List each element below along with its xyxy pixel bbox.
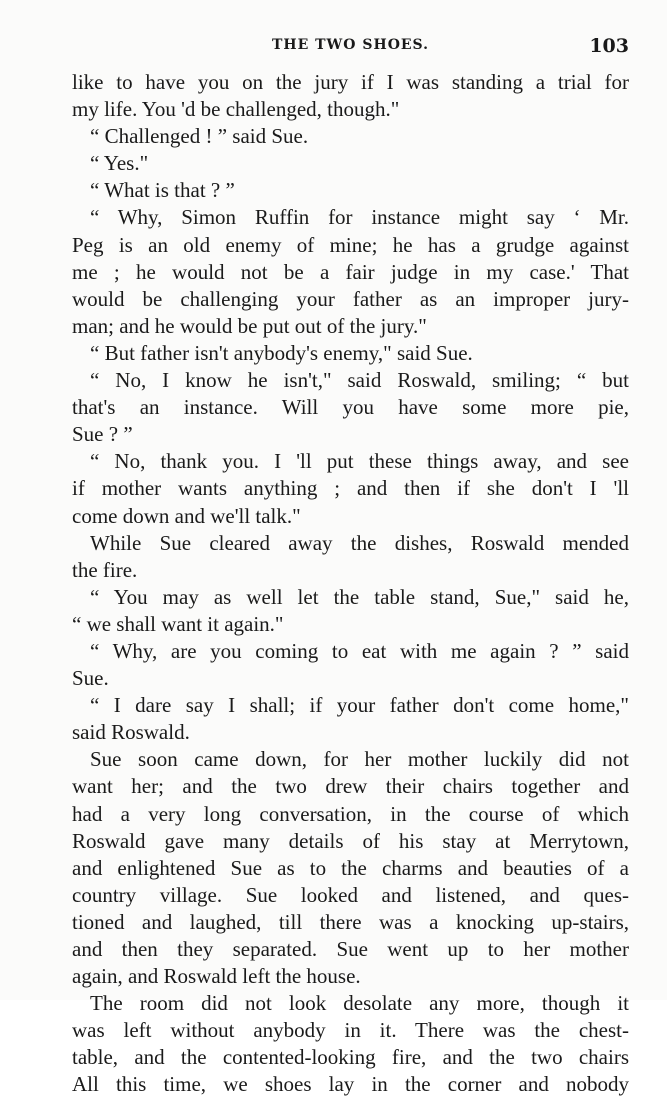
page-number: 103 bbox=[589, 35, 629, 57]
running-title: THE TWO SHOES. bbox=[271, 37, 430, 53]
text-line: come down and we'll talk." bbox=[72, 503, 301, 528]
text-line: would be challenging your father as an improper jury- bbox=[72, 286, 629, 311]
text-line: “ No, I know he isn't," said Roswald, smiling; “ but bbox=[90, 368, 629, 393]
text-line: like to have you on the jury if I was standing a trial for bbox=[72, 70, 629, 94]
text-line: Roswald gave many details of his stay at Merrytown, bbox=[72, 828, 629, 853]
text-line: Sue ? ” bbox=[72, 422, 133, 447]
text-line: “ Yes." bbox=[90, 151, 149, 176]
text-line: table, and the contented-looking fire, and the two chairs bbox=[72, 1045, 629, 1070]
text-line: “ Why, are you coming to eat with me again ? ” said bbox=[90, 638, 629, 663]
text-line: The room did not look desolate any more, though it bbox=[90, 991, 629, 1016]
text-line: again, and Roswald left the house. bbox=[72, 964, 361, 989]
text-line: and then they separated. Sue went up to her mother bbox=[72, 937, 629, 961]
text-line: had a very long conversation, in the course of which bbox=[72, 801, 629, 826]
text-line: “ You may as well let the table stand, Sue," said he, bbox=[90, 584, 629, 609]
text-line: Sue soon came down, for her mother luckily did not bbox=[90, 747, 629, 772]
body-text bbox=[72, 69, 629, 1099]
text-line: and enlightened Sue as to the charms and beauties of a bbox=[72, 855, 629, 880]
text-line: my life. You 'd be challenged, though." bbox=[72, 97, 400, 122]
text-line: me ; he would not be a fair judge in my case.' That bbox=[72, 259, 629, 284]
text-line: country village. Sue looked and listened, and ques- bbox=[72, 882, 629, 907]
text-line: “ But father isn't anybody's enemy," said Sue. bbox=[90, 340, 473, 365]
text-line: All this time, we shoes lay in the corner and nobody bbox=[72, 1072, 629, 1097]
text-line: “ What is that ? ” bbox=[90, 178, 235, 203]
text-line: if mother wants anything ; and then if she don't I 'll bbox=[72, 476, 629, 501]
text-line: “ I dare say I shall; if your father don't come home," bbox=[90, 693, 629, 718]
text-line: “ No, thank you. I 'll put these things away, and see bbox=[90, 449, 629, 474]
text-line: “ Challenged ! ” said Sue. bbox=[90, 124, 309, 149]
text-line: that's an instance. Will you have some more pie, bbox=[72, 395, 629, 420]
text-line: was left without anybody in it. There was the chest- bbox=[72, 1018, 629, 1043]
text-line: “ we shall want it again." bbox=[72, 611, 284, 636]
running-header bbox=[72, 37, 629, 61]
text-line: While Sue cleared away the dishes, Roswald mended bbox=[90, 530, 629, 555]
text-line: want her; and the two drew their chairs together and bbox=[72, 774, 629, 799]
text-line: “ Why, Simon Ruffin for instance might say ‘ Mr. bbox=[90, 205, 629, 230]
text-line: said Roswald. bbox=[72, 720, 190, 745]
text-line: the fire. bbox=[72, 557, 138, 582]
text-line: tioned and laughed, till there was a knocking up-stairs, bbox=[72, 909, 629, 934]
text-line: man; and he would be put out of the jury." bbox=[72, 313, 427, 338]
text-line: Peg is an old enemy of mine; he has a grudge against bbox=[72, 232, 629, 257]
text-line: Sue. bbox=[72, 666, 109, 691]
